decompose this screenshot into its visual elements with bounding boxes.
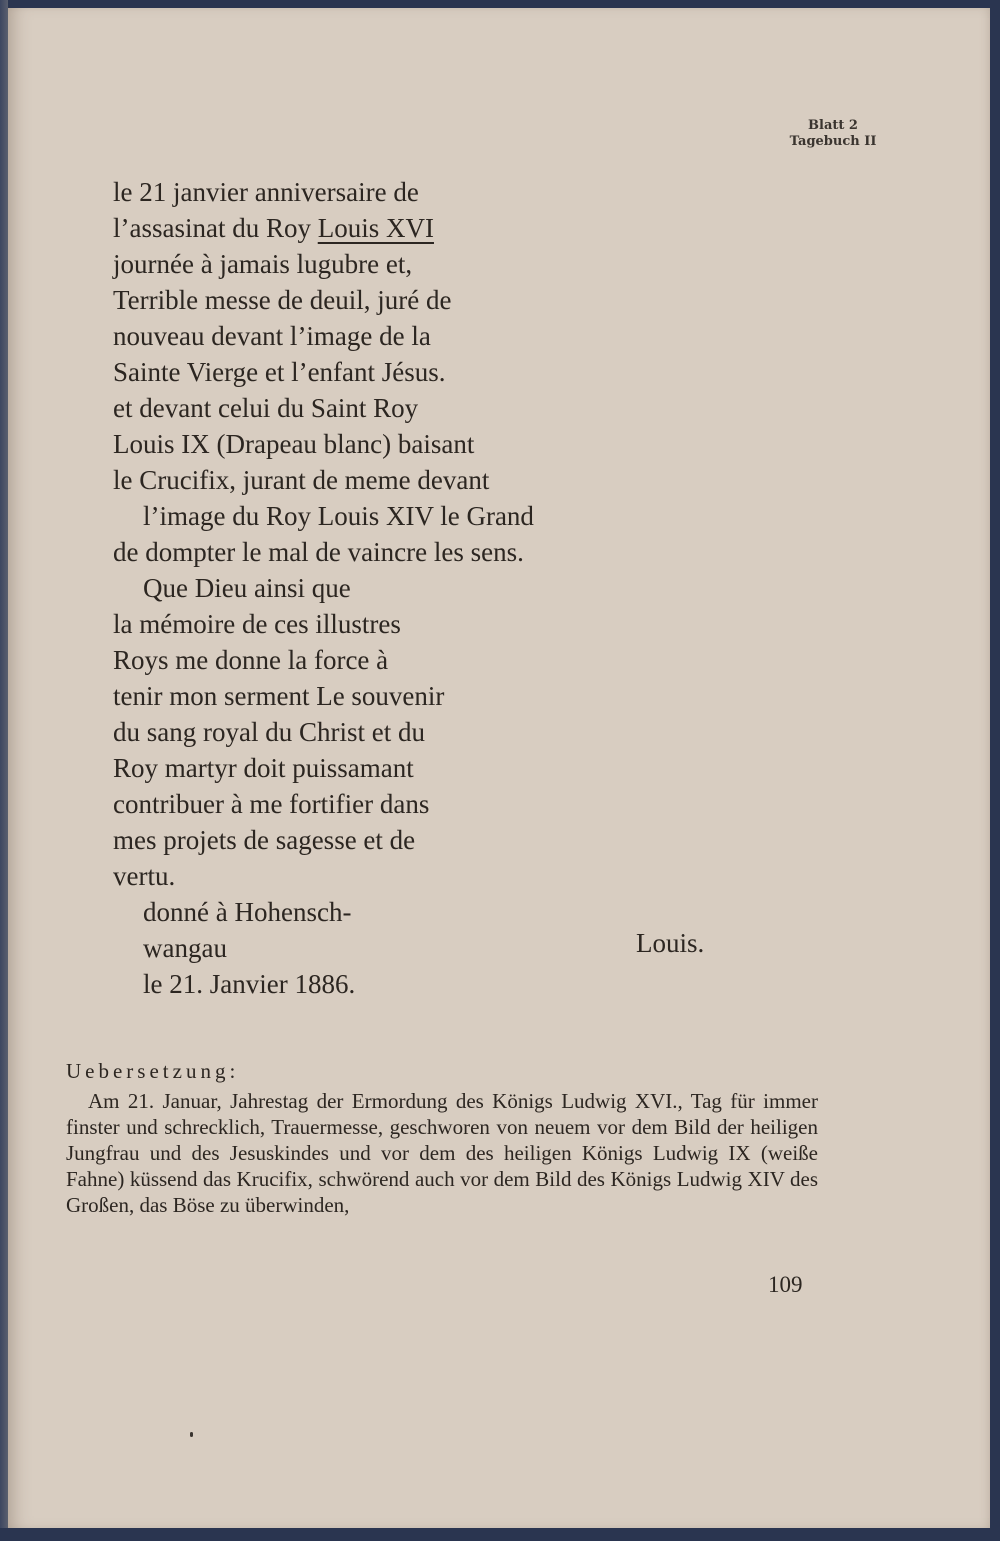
diary-number: Tagebuch II: [789, 134, 877, 149]
french-diary-text: [113, 174, 753, 1002]
poem-line: contribuer à me fortifier dans: [113, 789, 430, 819]
underlined-name: Louis XVI: [317, 213, 434, 243]
poem-line: mes projets de sagesse et de: [113, 825, 416, 855]
poem-line: Roys me donne la force à: [113, 645, 389, 675]
poem-line: l’image du Roy Louis XIV le Grand: [143, 501, 534, 531]
sheet-number: Blatt 2: [808, 118, 858, 133]
sheet-reference: [768, 118, 898, 150]
poem-line: wangau: [143, 933, 227, 963]
translation-heading: Uebersetzung:: [66, 1059, 240, 1083]
translation-body: Am 21. Januar, Jahrestag der Ermordung des Königs Ludwig XVI., Tag für immer finster und schrecklich, Trauermesse, geschworen von neuem vor dem Bild der heiligen Jungfrau und des Jesuskindes und vor dem des heiligen Königs Ludwig IX (weiße Fahne) küssend das Krucifix, schwörend auch vor dem Bild des Königs Ludwig XIV des Großen, das Böse zu überwinden,: [66, 1089, 818, 1217]
german-translation: [66, 1058, 818, 1218]
book-spine-edge: [0, 0, 8, 1541]
page-number: 109: [768, 1272, 803, 1297]
poem-line: Louis IX (Drapeau blanc) baisant: [113, 429, 475, 459]
poem-line-with-underline: [113, 210, 753, 246]
poem-line: Que Dieu ainsi que: [143, 573, 351, 603]
poem-line: donné à Hohensch-: [143, 897, 352, 927]
poem-line: Roy martyr doit puissamant: [113, 753, 414, 783]
poem-line: le Crucifix, jurant de meme devant: [113, 465, 490, 495]
poem-line: du sang royal du Christ et du: [113, 717, 425, 747]
book-bottom-edge: [0, 1528, 1000, 1541]
paper-speck: [190, 1432, 193, 1437]
poem-line: Sainte Vierge et l’enfant Jésus.: [113, 357, 446, 387]
book-page: [8, 8, 990, 1528]
poem-line: de dompter le mal de vaincre les sens.: [113, 537, 524, 567]
poem-line: Terrible messe de deuil, juré de: [113, 285, 452, 315]
poem-line: vertu.: [113, 861, 176, 891]
poem-line: le 21 janvier anniversaire de: [113, 177, 419, 207]
poem-line: nouveau devant l’image de la: [113, 321, 431, 351]
signature: Louis.: [636, 928, 705, 958]
poem-line: tenir mon serment Le souvenir: [113, 681, 445, 711]
poem-line: la mémoire de ces illustres: [113, 609, 401, 639]
poem-line: le 21. Janvier 1886.: [143, 969, 356, 999]
poem-line: journée à jamais lugubre et,: [113, 249, 413, 279]
poem-line-prefix: l’assasinat du Roy: [113, 213, 318, 243]
poem-line: et devant celui du Saint Roy: [113, 393, 419, 423]
